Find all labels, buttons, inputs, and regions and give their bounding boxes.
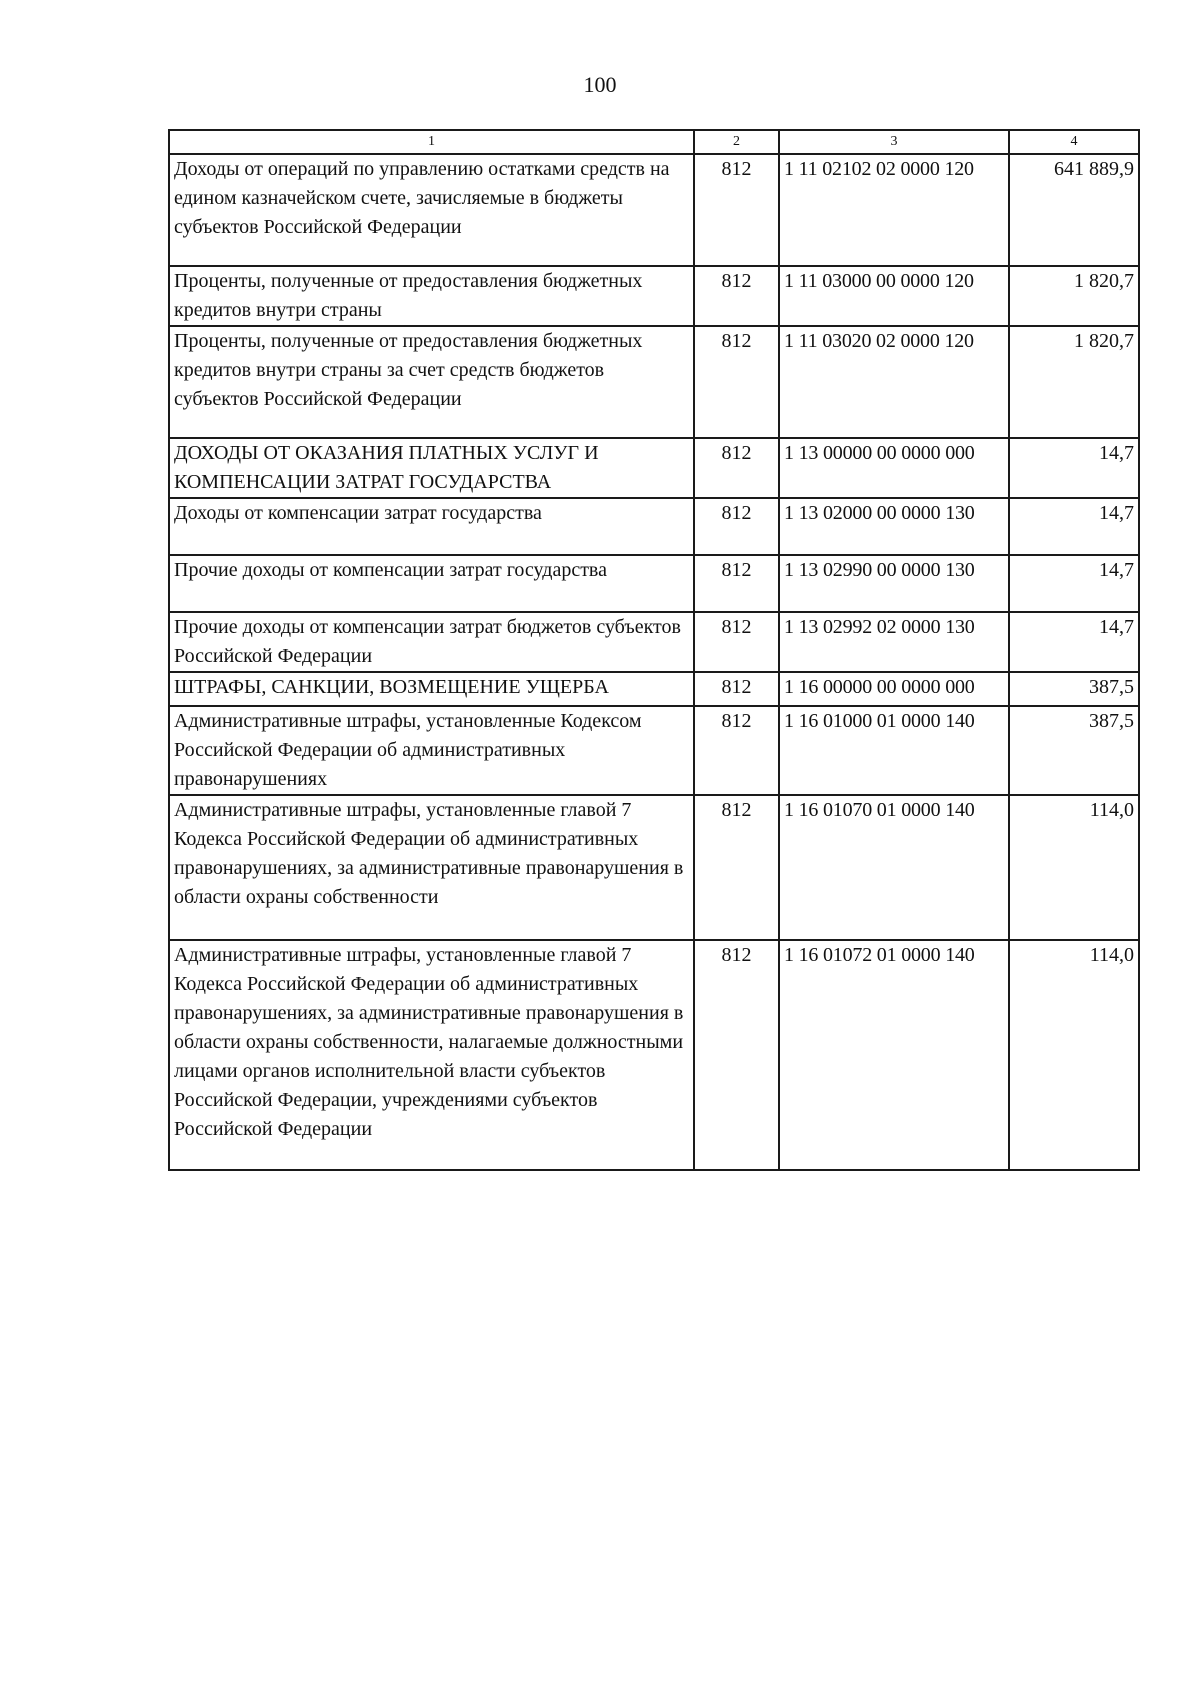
- row-budget-code: 1 13 02000 00 0000 130: [779, 498, 1009, 555]
- table-row: [169, 555, 1139, 612]
- row-description: Проценты, полученные от предоставления бюджетных кредитов внутри страны за счет средств бюджетов субъектов Российской Федерации: [169, 326, 694, 438]
- table-row: [169, 795, 1139, 940]
- row-description: ДОХОДЫ ОТ ОКАЗАНИЯ ПЛАТНЫХ УСЛУГ И КОМПЕНСАЦИИ ЗАТРАТ ГОСУДАРСТВА: [169, 438, 694, 498]
- row-budget-code: 1 13 02992 02 0000 130: [779, 612, 1009, 672]
- row-amount: 641 889,9: [1009, 154, 1139, 266]
- row-budget-code: 1 13 00000 00 0000 000: [779, 438, 1009, 498]
- row-description: Административные штрафы, установленные главой 7 Кодекса Российской Федерации об административных правонарушениях, за административные правонарушения в области охраны собственности: [169, 795, 694, 940]
- row-admin-code: 812: [694, 555, 779, 612]
- row-budget-code: 1 11 02102 02 0000 120: [779, 154, 1009, 266]
- table-row: [169, 612, 1139, 672]
- row-admin-code: 812: [694, 940, 779, 1170]
- table-row: [169, 940, 1139, 1170]
- row-admin-code: 812: [694, 612, 779, 672]
- page-number: 100: [583, 72, 617, 97]
- row-budget-code: 1 11 03020 02 0000 120: [779, 326, 1009, 438]
- revenue-table: [168, 129, 1140, 1171]
- row-amount: 1 820,7: [1009, 326, 1139, 438]
- table-body: [169, 154, 1139, 1170]
- row-budget-code: 1 16 01000 01 0000 140: [779, 706, 1009, 795]
- row-budget-code: 1 11 03000 00 0000 120: [779, 266, 1009, 326]
- row-admin-code: 812: [694, 672, 779, 706]
- row-budget-code: 1 16 00000 00 0000 000: [779, 672, 1009, 706]
- row-budget-code: 1 16 01072 01 0000 140: [779, 940, 1009, 1170]
- row-description: Доходы от операций по управлению остатками средств на едином казначейском счете, зачисляемые в бюджеты субъектов Российской Федерации: [169, 154, 694, 266]
- row-amount: 114,0: [1009, 940, 1139, 1170]
- row-amount: 14,7: [1009, 498, 1139, 555]
- row-amount: 14,7: [1009, 555, 1139, 612]
- row-description: Проценты, полученные от предоставления бюджетных кредитов внутри страны: [169, 266, 694, 326]
- row-description: Доходы от компенсации затрат государства: [169, 498, 694, 555]
- column-header-budget-code: 3: [779, 130, 1009, 154]
- row-amount: 14,7: [1009, 612, 1139, 672]
- row-amount: 1 820,7: [1009, 266, 1139, 326]
- row-amount: 387,5: [1009, 672, 1139, 706]
- column-header-admin-code: 2: [694, 130, 779, 154]
- row-budget-code: 1 13 02990 00 0000 130: [779, 555, 1009, 612]
- column-header-amount: 4: [1009, 130, 1139, 154]
- row-admin-code: 812: [694, 706, 779, 795]
- row-admin-code: 812: [694, 326, 779, 438]
- row-admin-code: 812: [694, 795, 779, 940]
- row-description: Административные штрафы, установленные главой 7 Кодекса Российской Федерации об административных правонарушениях, за административные правонарушения в области охраны собственности, налагаемые должностными лицами органов исполнительной власти субъектов Российской Федерации, учреждениями субъектов Российской Федерации: [169, 940, 694, 1170]
- row-description: Административные штрафы, установленные Кодексом Российской Федерации об административных правонарушениях: [169, 706, 694, 795]
- row-admin-code: 812: [694, 498, 779, 555]
- table-row: [169, 154, 1139, 266]
- table-row: [169, 498, 1139, 555]
- table-row: [169, 438, 1139, 498]
- row-description: ШТРАФЫ, САНКЦИИ, ВОЗМЕЩЕНИЕ УЩЕРБА: [169, 672, 694, 706]
- row-budget-code: 1 16 01070 01 0000 140: [779, 795, 1009, 940]
- table-row: [169, 706, 1139, 795]
- row-admin-code: 812: [694, 438, 779, 498]
- table-row: [169, 326, 1139, 438]
- row-description: Прочие доходы от компенсации затрат государства: [169, 555, 694, 612]
- row-amount: 387,5: [1009, 706, 1139, 795]
- table-row: [169, 266, 1139, 326]
- row-description: Прочие доходы от компенсации затрат бюджетов субъектов Российской Федерации: [169, 612, 694, 672]
- table-header-row: [169, 130, 1139, 154]
- row-amount: 114,0: [1009, 795, 1139, 940]
- row-admin-code: 812: [694, 266, 779, 326]
- column-header-description: 1: [169, 130, 694, 154]
- row-admin-code: 812: [694, 154, 779, 266]
- table-row: [169, 672, 1139, 706]
- row-amount: 14,7: [1009, 438, 1139, 498]
